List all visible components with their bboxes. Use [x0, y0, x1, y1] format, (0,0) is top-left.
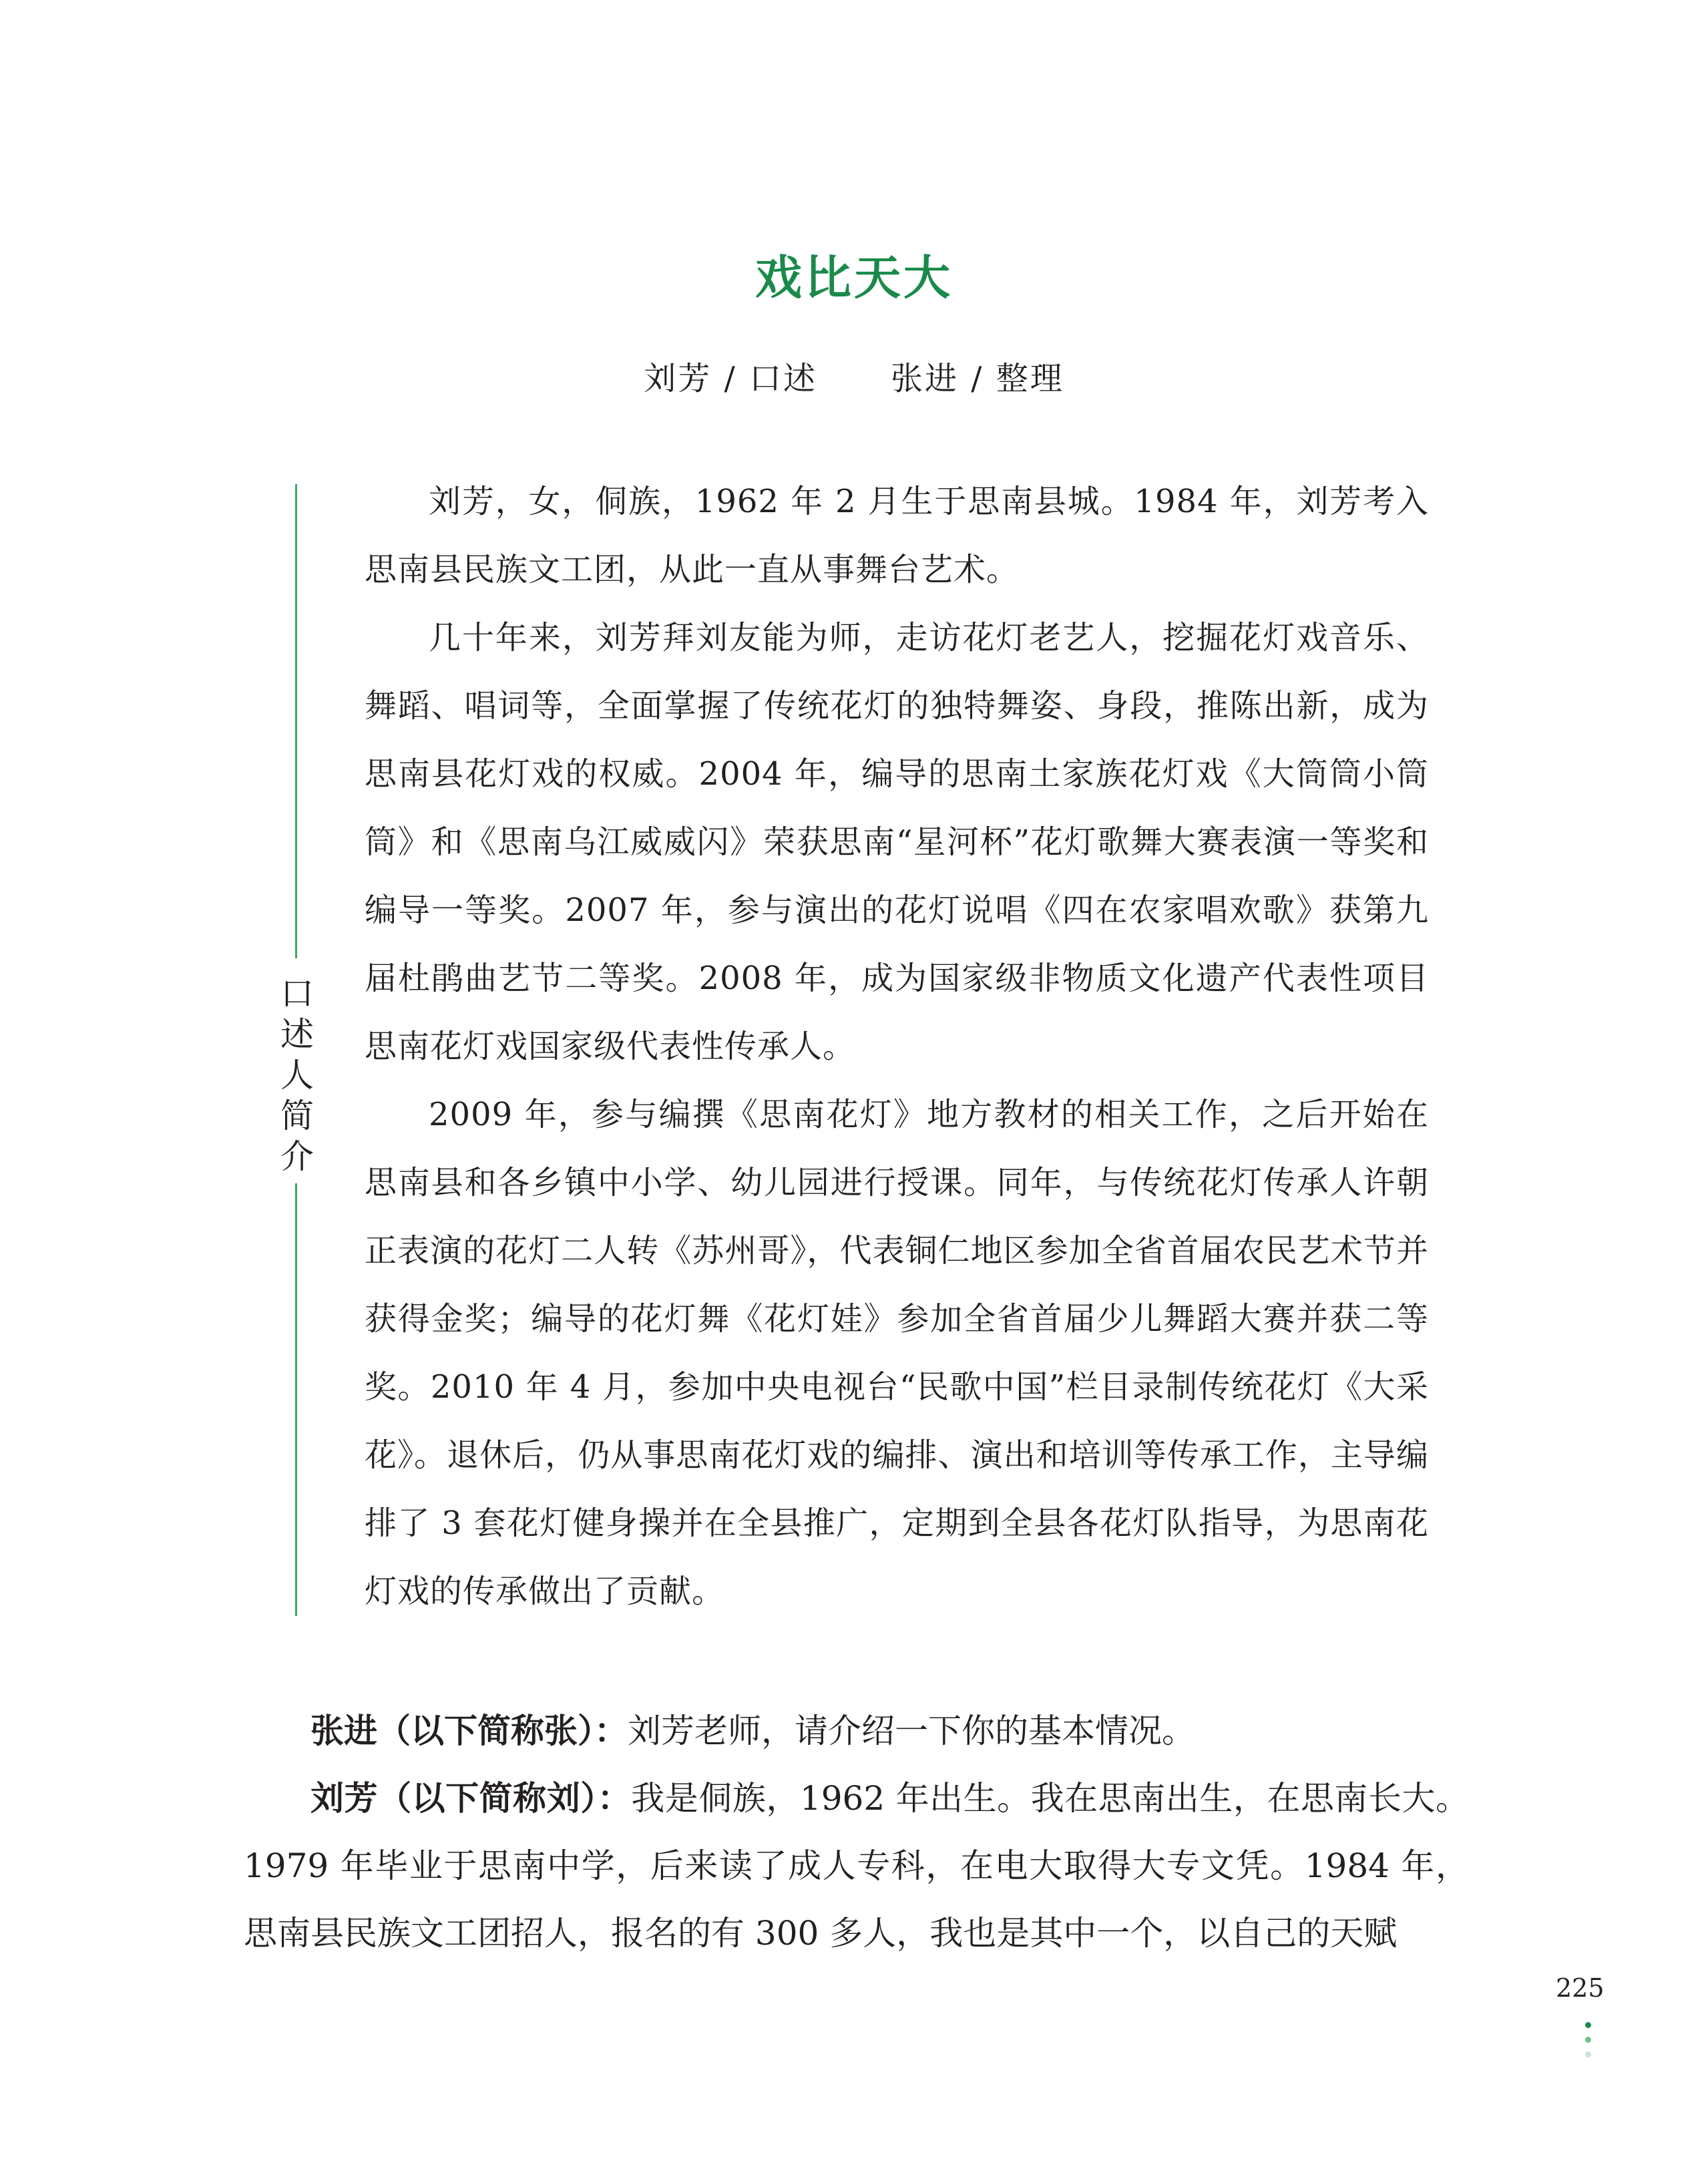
speaker-label: 张进（以下简称张）： [310, 1712, 628, 1750]
narrator-bio [365, 467, 1429, 1625]
side-label-char: 述 [280, 1015, 314, 1054]
side-label-char: 口 [280, 974, 314, 1013]
page-number: 225 [1556, 1973, 1605, 2003]
byline [0, 353, 1708, 399]
page-dot [1585, 2051, 1591, 2057]
speaker-label: 刘芳（以下简称刘）： [310, 1779, 632, 1818]
page-dot [1585, 2022, 1591, 2028]
side-label-narrator-intro [277, 974, 317, 1177]
bio-paragraph: 刘芳，女，侗族，1962 年 2 月生于思南县城。1984 年，刘芳考入思南县民族文工团，从此一直从事舞台艺术。 [365, 483, 1429, 588]
bio-paragraph: 几十年来，刘芳拜刘友能为师，走访花灯老艺人，挖掘花灯戏音乐、舞蹈、唱词等，全面掌握了传统花灯的独特舞姿、身段，推陈出新，成为思南县花灯戏的权威。2004 年，编导的思南土家族花灯戏《大筒筒小筒筒》和《思南乌江威威闪》荣获思南“星河杯”花灯歌舞大赛表演一等奖和编导一等奖。2007 年，参与演出的花灯说唱《四在农家唱欢歌》获第九届杜鹃曲艺节二等奖。2008 年，成为国家级非物质文化遗产代表性项目思南花灯戏国家级代表性传承人。 [365, 619, 1429, 1065]
dialog-text: 我是侗族，1962 年出生。我在思南出生，在思南长大。1979 年毕业于思南中学，后来读了成人专科，在电大取得大专文凭。1984 年，思南县民族文工团招人，报名的有 300 多人，我也是其中一个，以自己的天赋 [244, 1779, 1470, 1953]
dialog-turn [244, 1765, 1469, 1967]
side-rule-bottom [295, 1183, 297, 1616]
side-label-char: 人 [280, 1056, 314, 1095]
interview-text [244, 1698, 1469, 1967]
dialog-turn [244, 1698, 1469, 1765]
page-dot [1585, 2037, 1591, 2043]
byline-narrator: 刘芳 / 口述 [644, 360, 817, 397]
side-rule-top [295, 484, 297, 958]
page-title: 戏比天大 [755, 250, 953, 305]
dialog-text: 刘芳老师，请介绍一下你的基本情况。 [628, 1712, 1195, 1750]
side-label-char: 简 [280, 1097, 314, 1135]
page-dots-decoration [1583, 2022, 1592, 2066]
side-label-char: 介 [280, 1137, 314, 1176]
bio-paragraph: 2009 年，参与编撰《思南花灯》地方教材的相关工作，之后开始在思南县和各乡镇中小学、幼儿园进行授课。同年，与传统花灯传承人许朝正表演的花灯二人转《苏州哥》，代表铜仁地区参加全省首届农民艺术节并获得金奖；编导的花灯舞《花灯娃》参加全省首届少儿舞蹈大赛并获二等奖。2010 年 4 月，参加中央电视台“民歌中国”栏目录制传统花灯《大采花》。退休后，仍从事思南花灯戏的编排、演出和培训等传承工作，主导编排了 3 套花灯健身操并在全县推广，定期到全县各花灯队指导，为思南花灯戏的传承做出了贡献。 [365, 1096, 1429, 1610]
byline-editor: 张进 / 整理 [891, 360, 1064, 397]
